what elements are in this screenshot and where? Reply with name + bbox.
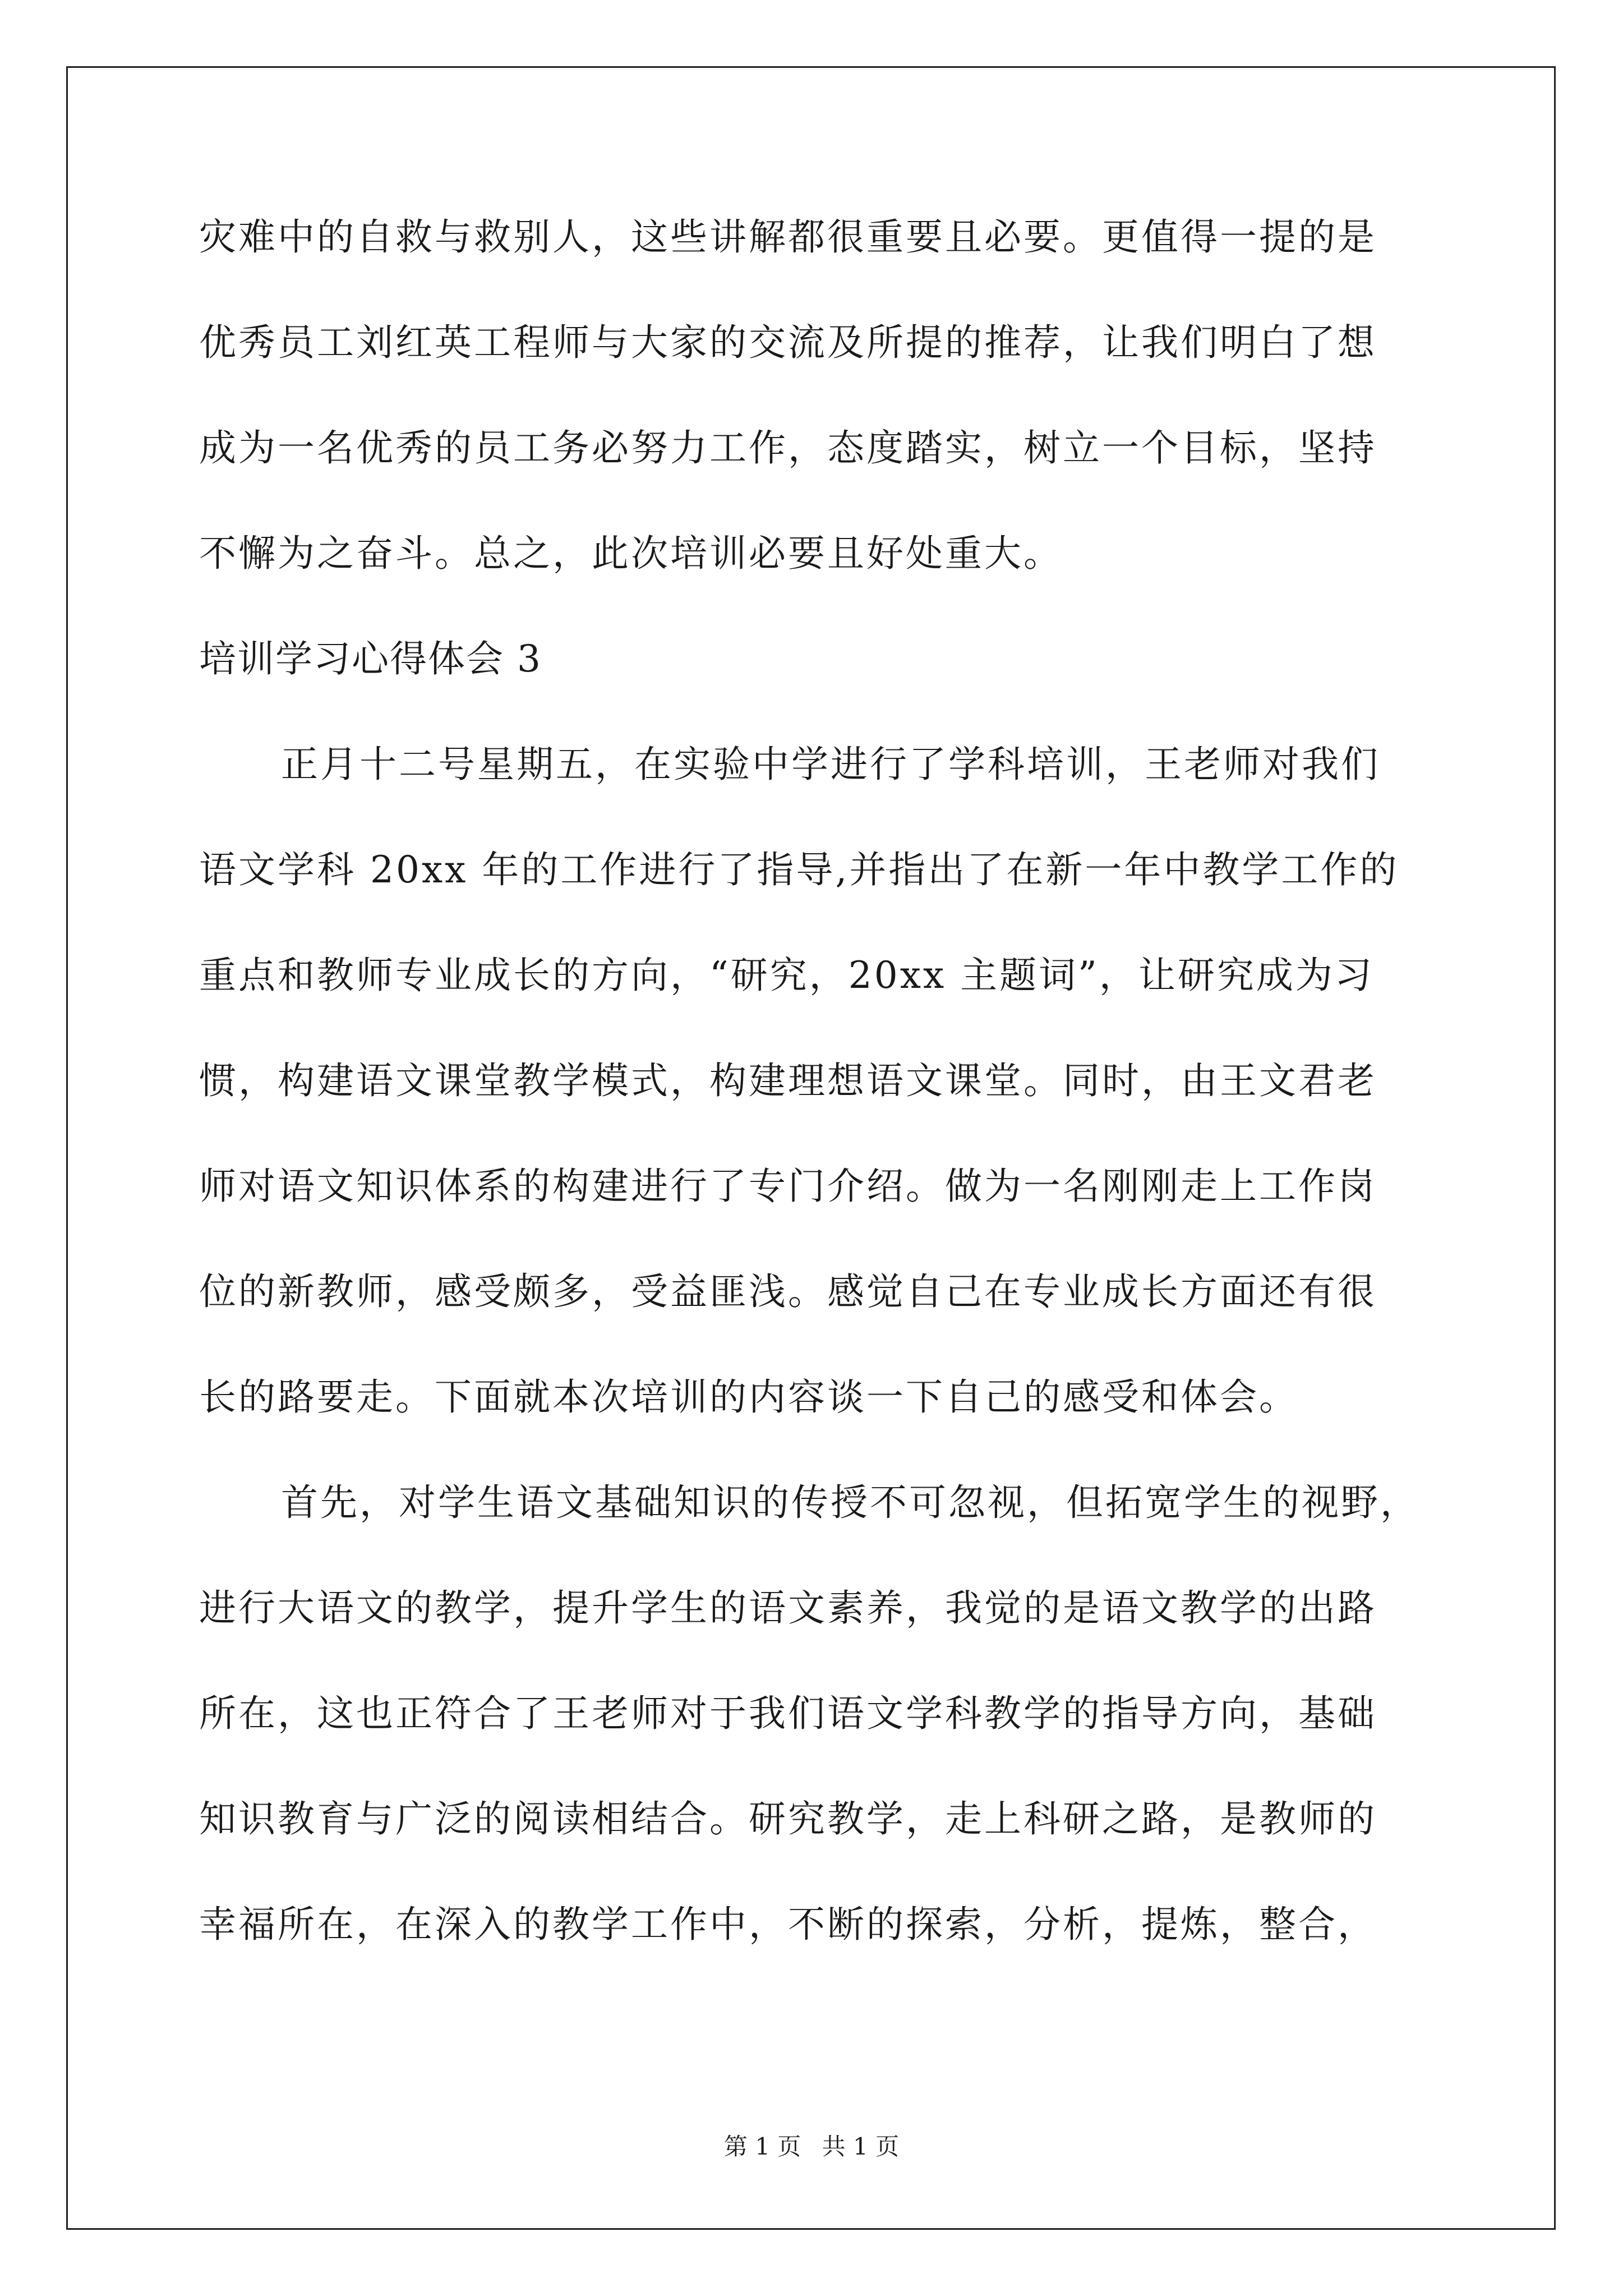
page-number: 第 1 页: [723, 2133, 801, 2160]
text-line: 进行大语文的教学，提升学生的语文素养，我觉的是语文教学的出路: [199, 1586, 1377, 1630]
text-line: 幸福所在，在深入的教学工作中，不断的探索，分析，提炼，整合，: [199, 1903, 1377, 1946]
text-line: 师对语文知识体系的构建进行了专门介绍。做为一名刚刚走上工作岗: [199, 1165, 1377, 1208]
text-line: 首先，对学生语文基础知识的传授不可忽视，但拓宽学生的视野，: [281, 1481, 1419, 1524]
document-body: [199, 215, 1433, 2012]
text-line: 语文学科 20xx 年的工作进行了指导,并指出了在新一年中教学工作的: [199, 848, 1399, 891]
page-total: 共 1 页: [822, 2133, 900, 2160]
text-line: 位的新教师，感受颇多，受益匪浅。感觉自己在专业成长方面还有很: [199, 1270, 1377, 1313]
text-line: 长的路要走。下面就本次培训的内容谈一下自己的感受和体会。: [199, 1375, 1298, 1419]
text-line: 优秀员工刘红英工程师与大家的交流及所提的推荐，让我们明白了想: [199, 321, 1377, 364]
text-line: 所在，这也正符合了王老师对于我们语文学科教学的指导方向，基础: [199, 1692, 1377, 1735]
text-line: 成为一名优秀的员工务必努力工作，态度踏实，树立一个目标，坚持: [199, 426, 1377, 470]
text-line: 正月十二号星期五，在实验中学进行了学科培训，王老师对我们: [281, 743, 1380, 786]
page-footer: [0, 2135, 1623, 2159]
text-line: 惯，构建语文课堂教学模式，构建理想语文课堂。同时，由王文君老: [199, 1059, 1377, 1102]
text-line: 灾难中的自救与救别人，这些讲解都很重要且必要。更值得一提的是: [199, 215, 1377, 259]
section-heading: 培训学习心得体会 3: [199, 637, 542, 680]
text-line: 不懈为之奋斗。总之，此次培训必要且好处重大。: [199, 532, 1063, 575]
text-line: 重点和教师专业成长的方向，“研究，20xx 主题词”，让研究成为习: [199, 954, 1374, 997]
text-line: 知识教育与广泛的阅读相结合。研究教学，走上科研之路，是教师的: [199, 1797, 1377, 1841]
